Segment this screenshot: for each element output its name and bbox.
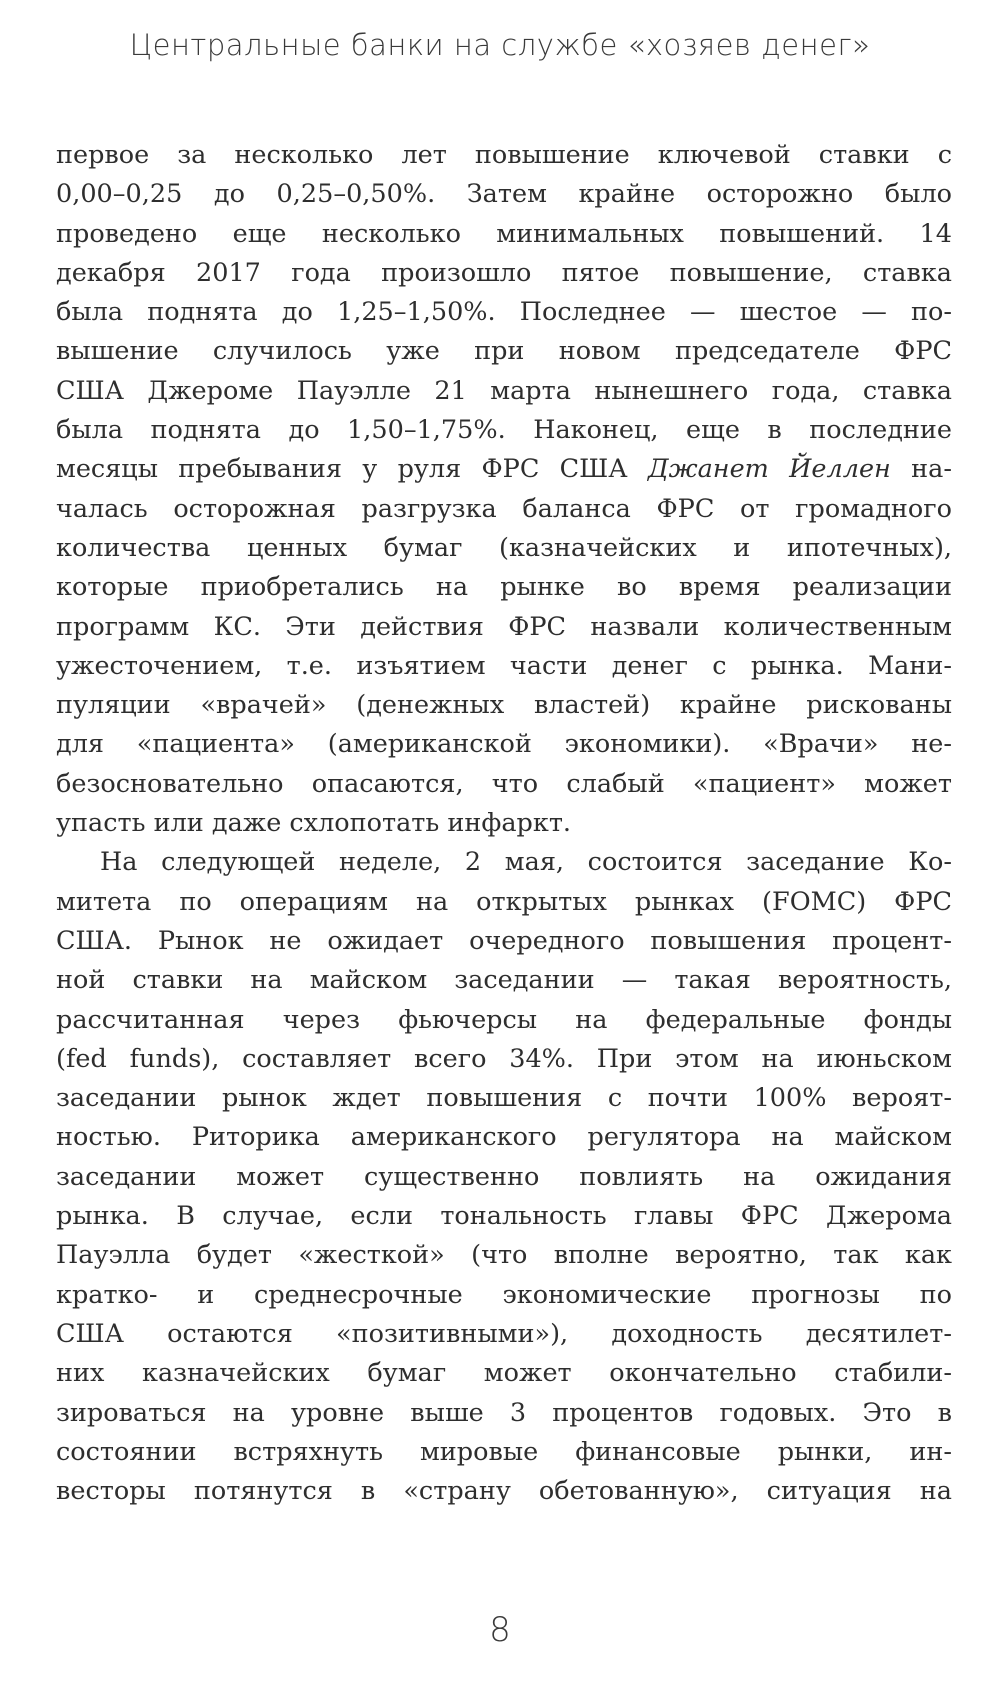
text-segment: на- [890,454,952,485]
text-line: весторы потянутся в «страну обетованную», ситуация на [56,1476,952,1507]
text-line: ностью. Риторика американского регулятора на майском [56,1122,952,1153]
running-head-title: Центральные банки на службе «хозяев денег» [129,28,871,62]
text-line: чалась осторожная разгрузка баланса ФРС от громадного [56,493,952,524]
text-line: кратко- и среднесрочные экономические прогнозы по [56,1279,952,1310]
text-line: которые приобретались на рынке во время реализации [56,572,952,603]
text-line: митета по операциям на открытых рынках (FOMC) ФРС [56,886,952,917]
text-line: США. Рынок не ожидает очередного повышения процент- [56,925,952,956]
text-line: состоянии встряхнуть мировые финансовые рынки, ин- [56,1436,952,1467]
text-line: пуляции «врачей» (денежных властей) крайне рискованы [56,690,952,721]
text-line: заседании рынок ждет повышения с почти 100% вероят- [56,1083,952,1114]
text-line: была поднята до 1,50–1,75%. Наконец, еще в последние [56,415,952,446]
text-line: США остаются «позитивными»), доходность десятилет- [56,1318,952,1349]
text-line: для «пациента» (американской экономики). «Врачи» не- [56,729,952,760]
body-text [56,136,952,1511]
italic-person-name: Джанет Йеллен [647,454,891,485]
text-line: декабря 2017 года произошло пятое повышение, ставка [56,257,952,288]
text-line: количества ценных бумаг (казначейских и ипотечных), [56,532,952,563]
text-line: была поднята до 1,25–1,50%. Последнее — шестое — по- [56,297,952,328]
text-line: На следующей неделе, 2 мая, состоится заседание Ко- [100,847,952,878]
text-segment: месяцы пребывания у руля ФРС США [56,454,648,485]
text-line: ужесточением, т.е. изъятием части денег с рынка. Мани- [56,650,952,681]
text-line: Пауэлла будет «жесткой» (что вполне вероятно, так как [56,1240,952,1271]
text-line-with-italic-name [56,450,952,489]
text-line: первое за несколько лет повышение ключевой ставки с [56,140,952,170]
text-line: ной ставки на майском заседании — такая вероятность, [56,965,952,996]
text-line: них казначейских бумаг может окончательно стабили- [56,1358,952,1389]
page-number: 8 [489,1610,511,1650]
text-line: (fed funds), составляет всего 34%. При этом на июньском [56,1043,952,1074]
text-line: проведено еще несколько минимальных повышений. 14 [56,218,952,249]
text-line: заседании может существенно повлиять на ожидания [56,1161,952,1192]
text-line: рынка. В случае, если тональность главы ФРС Джерома [56,1201,952,1232]
text-line: 0,00–0,25 до 0,25–0,50%. Затем крайне осторожно было [56,179,952,210]
text-line: упасть или даже схлопотать инфаркт. [56,808,572,839]
text-line: зироваться на уровне выше 3 процентов годовых. Это в [56,1397,952,1428]
text-line: вышение случилось уже при новом председателе ФРС [56,336,952,367]
paragraph-1 [56,136,952,843]
text-line: США Джероме Пауэлле 21 марта нынешнего года, ставка [56,375,952,406]
text-line: программ КС. Эти действия ФРС назвали количественным [56,611,952,642]
text-line: рассчитанная через фьючерсы на федеральные фонды [56,1004,952,1035]
paragraph-2 [56,843,952,1511]
text-line: безосновательно опасаются, что слабый «пациент» может [56,768,952,799]
